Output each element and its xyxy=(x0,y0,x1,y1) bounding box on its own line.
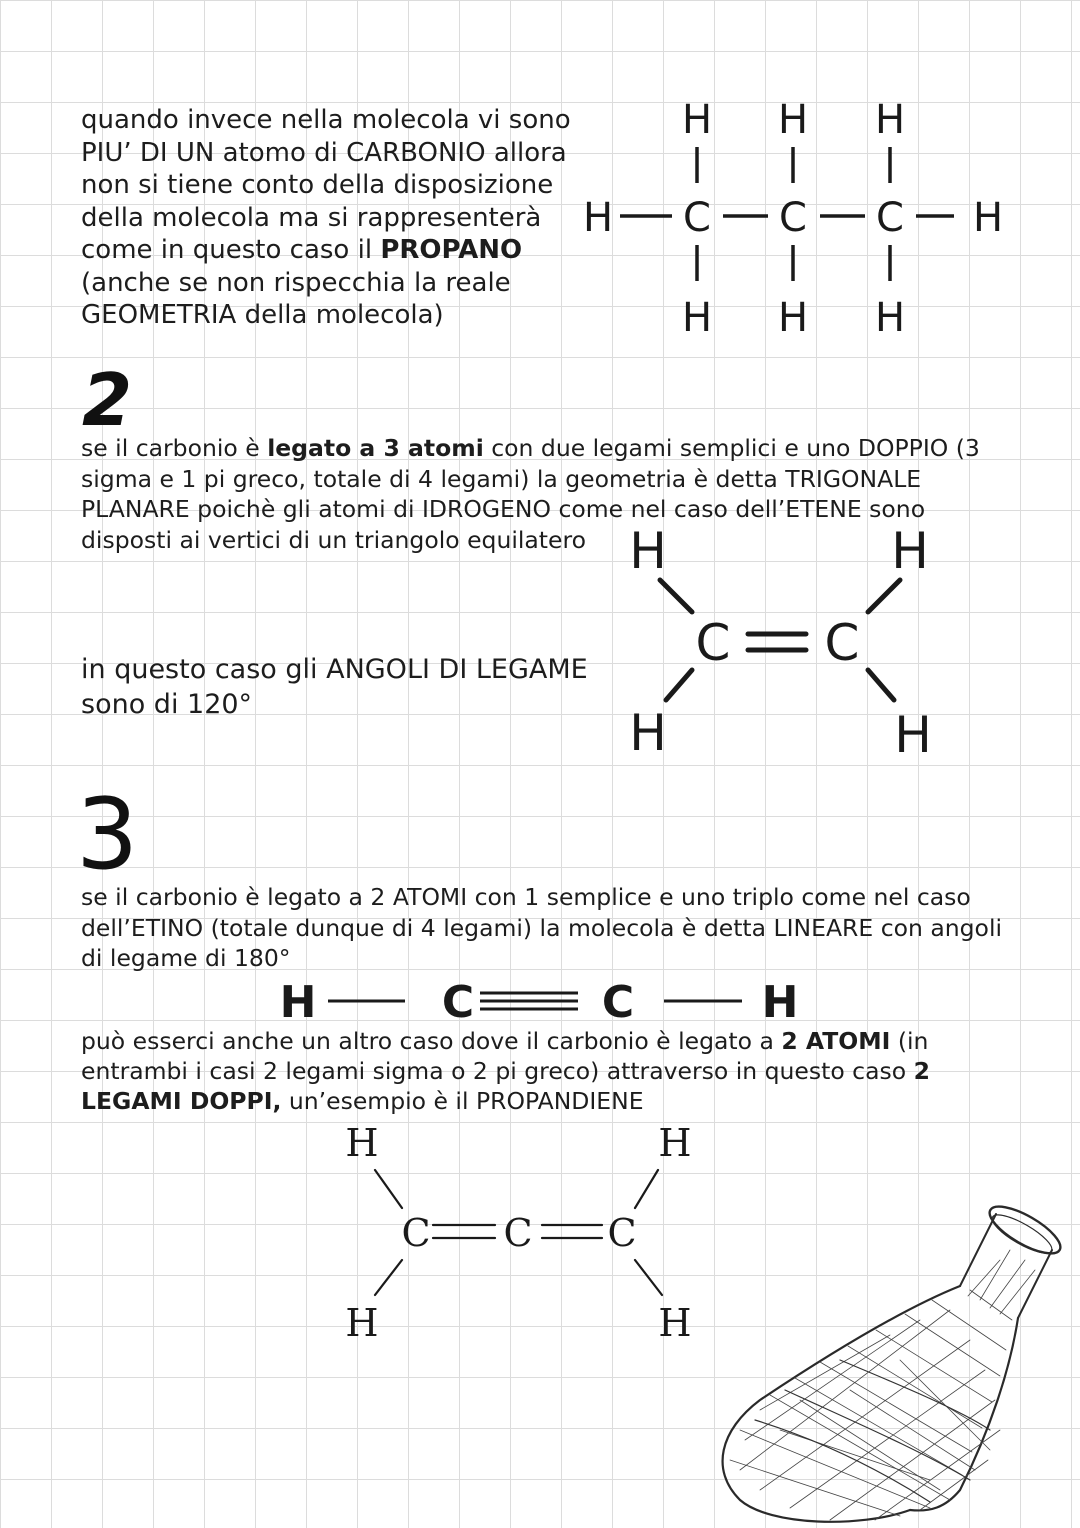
text-run: (in entrambi i casi 2 legami sigma o 2 pi greco) attraverso in questo caso xyxy=(81,1027,929,1085)
propane-h-top-2: H xyxy=(777,97,809,143)
propane-paragraph xyxy=(81,104,601,332)
ethyne-c-left: C xyxy=(441,977,475,1028)
ethyne-h-left: H xyxy=(279,977,317,1028)
propane-c-3: C xyxy=(876,195,904,241)
text-run: se il carbonio è xyxy=(81,434,268,462)
propadiene-c-1: C xyxy=(401,1211,431,1255)
bond-angle-120-note: in questo caso gli ANGOLI DI LEGAME sono di 120° xyxy=(81,654,588,720)
propane-structure xyxy=(580,95,1020,345)
bold-text-run: 2 LEGAMI DOPPI, xyxy=(81,1057,930,1115)
ethyne-structure xyxy=(270,975,810,1030)
ethene-h-bottom-left: H xyxy=(629,704,667,762)
text-run: con due legami semplici e uno DOPPIO (3 sigma e 1 pi greco, totale di 4 legami) la geometria è detta TRIGONALE PLANARE poichè gli atomi di IDROGENO come nel caso dell’ETENE sono disposti ai vertici di un triangolo equilatero xyxy=(81,434,980,554)
section-number-2: 2 xyxy=(82,358,133,442)
text-run: se il carbonio è legato a 2 ATOMI con 1 semplice e uno triplo come nel caso dell’ETINO (totale dunque di 4 legami) la molecola è detta LINEARE con angoli di legame di 180° xyxy=(81,883,1002,972)
text-run: può esserci anche un altro caso dove il carbonio è legato a xyxy=(81,1027,782,1055)
text-run: (anche se non rispecchia la reale GEOMETRIA della molecola) xyxy=(81,267,511,330)
propane-h-bottom-3: H xyxy=(874,295,906,341)
propane-h-right: H xyxy=(972,195,1004,241)
ethene-c-left: C xyxy=(695,614,731,672)
bold-text-run: 2 ATOMI xyxy=(781,1027,891,1055)
text-run: quando invece nella molecola vi sono PIU’ DI UN atomo di CARBONIO allora non si tiene conto della disposizione della molecola ma si rappresenterà come in questo caso il xyxy=(81,105,571,265)
ethene-c-right: C xyxy=(824,614,860,672)
ethyne-c-right: C xyxy=(601,977,635,1028)
propadiene-c-2: C xyxy=(503,1211,533,1255)
bold-text-run: PROPANO xyxy=(380,235,523,265)
section-number-3: 3 xyxy=(76,778,139,892)
propadiene-h-top-left: H xyxy=(345,1121,379,1165)
ethene-structure xyxy=(610,520,950,764)
ethene-h-top-left: H xyxy=(629,522,667,580)
propane-c-1: C xyxy=(683,195,711,241)
bold-text-run: legato a 3 atomi xyxy=(267,434,484,462)
propadiene-h-bottom-right: H xyxy=(658,1301,692,1345)
propane-h-bottom-1: H xyxy=(681,295,713,341)
propane-h-top-1: H xyxy=(681,97,713,143)
propane-c-2: C xyxy=(779,195,807,241)
propadiene-h-top-right: H xyxy=(658,1121,692,1165)
ethene-h-bottom-right: H xyxy=(894,706,932,764)
propane-h-bottom-2: H xyxy=(777,295,809,341)
ethyne-h-right: H xyxy=(761,977,799,1028)
propadiene-paragraph xyxy=(81,1026,1021,1116)
flask-sketch-illustration xyxy=(700,1190,1080,1528)
linear-paragraph xyxy=(81,882,1021,974)
propane-h-left: H xyxy=(582,195,614,241)
ethene-h-top-right: H xyxy=(891,522,929,580)
propane-h-top-3: H xyxy=(874,97,906,143)
propadiene-c-3: C xyxy=(607,1211,637,1255)
text-run: un’esempio è il PROPANDIENE xyxy=(281,1087,644,1115)
propadiene-structure xyxy=(330,1120,710,1350)
propadiene-h-bottom-left: H xyxy=(345,1301,379,1345)
